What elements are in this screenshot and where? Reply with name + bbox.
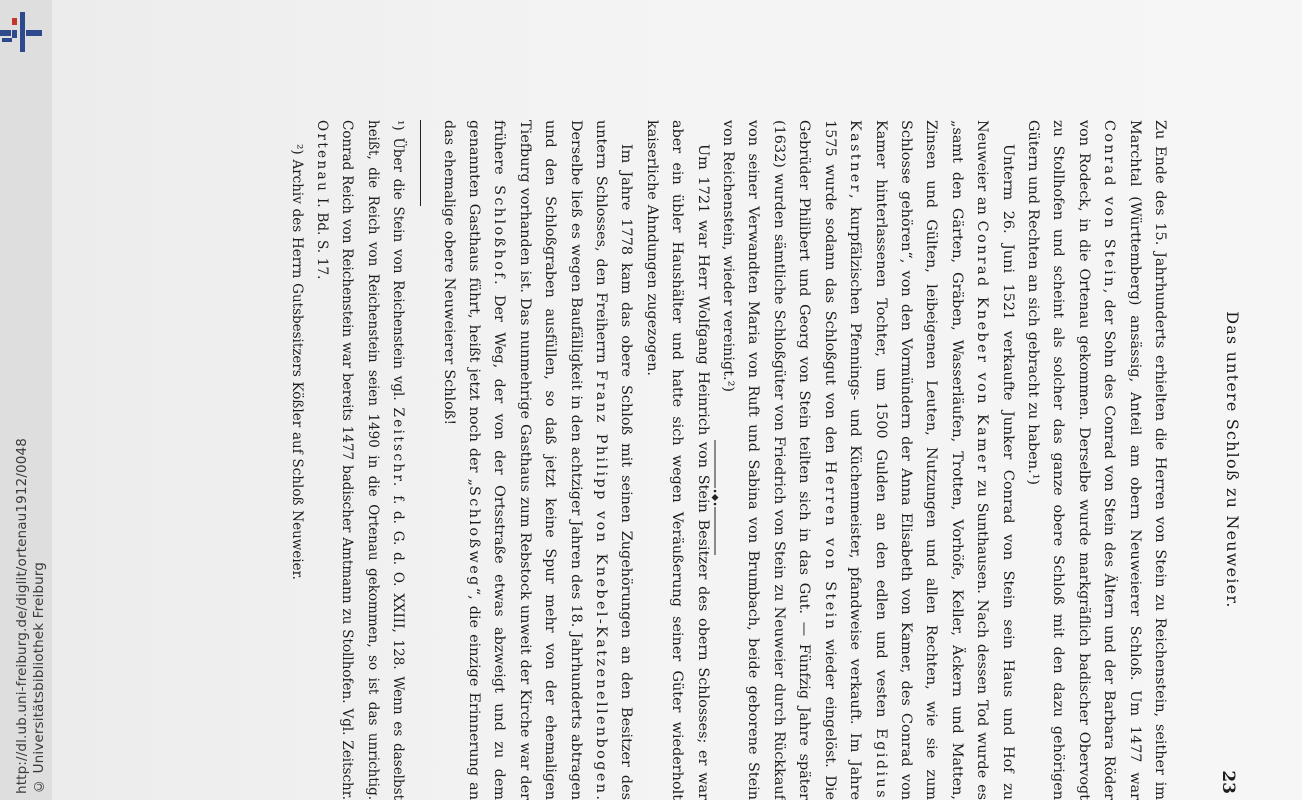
spaced-name: Zeitschr. <box>390 407 407 489</box>
footnote-2 <box>283 120 308 800</box>
footnotes <box>283 120 410 800</box>
footnote-rule <box>420 120 421 206</box>
text-run: wieder eingelöst. Die Gebrüder Philibert und Georg von Stein teilten sich in das Gut. — Fünfzig Jahre später (1632) wurden sämtliche Schloßgüter von Friedrich von Stein zu Neuweier durch Rückkauf von seiner Verwandten Maria von Ruft und Sabina von Brumbach, beide geborene Stein von Reichenstein, wieder vereinigt.²) <box>720 120 838 800</box>
text-run: ¹) Über die Stein von Reichenstein vgl. <box>390 120 407 408</box>
running-head: Das untere Schloß zu Neuweier. <box>1223 311 1242 609</box>
text-run: Zu Ende des 15. Jahrhunderts erhielten die Herren von Stein zu Reichenstein, seither im Marchtal (Württemberg) ansässig, Anteil am obern Neuweierer Schloß. Um 1477 war <box>1126 120 1168 800</box>
book-page <box>202 120 1242 800</box>
text-run: Unterm 26. Juni 1521 verkaufte Junker Conrad von Stein sein Haus und Hof zu Neuweier an <box>974 120 1016 800</box>
text-run: Im Jahre 1778 kam das obere Schloß mit seinen Zugehörungen an den Besitzer des untern Schlosses, den Freiherrn <box>593 120 635 800</box>
ornament-divider <box>708 440 722 555</box>
spaced-name: Schloßhof <box>491 185 508 280</box>
text-run: “, die einzige Erinnerung an das ehemalige obere Neuweierer Schloß! <box>440 120 483 800</box>
spaced-name: Herren von Stein <box>821 461 838 632</box>
text-run: , der Sohn des Conrad von Stein des Ältern und der Barbara Röder von Rodeck, in die Ortenau gekommen. Derselbe wurde markgräflich badischer Obervogt zu Stollhofen und scheint als solcher das ganze obere Schloß mit den dazu gehörigen Gütern und Rechten an sich gebracht zu haben.¹) <box>1024 120 1118 800</box>
text-run: I. Bd. S. 17. <box>314 193 330 280</box>
spaced-name: Franz Philipp von Knebel-Katzenellenbogen <box>593 370 610 796</box>
spaced-name: Schloßweg <box>466 486 483 588</box>
paragraphs <box>435 120 1172 800</box>
text-run: Um 1721 war Herr Wolfgang Heinrich von Stein Besitzer des obern Schlosses; er war aber ein übler Haushälter und hatte sich wegen Veräußerung seiner Güter wiederholt kaiserliche Ahndungen zugezogen. <box>643 120 711 800</box>
spaced-name: Conrad von Stein <box>1101 120 1118 289</box>
spaced-name: Ortenau <box>314 120 330 194</box>
text-run: , kurpfälzischen Pfennings- und Küchenmeister, pfandweise verkauft. Im Jahre 1575 wurde sodann das Schloßgut von den <box>821 120 864 800</box>
text-run: . Derselbe ließ es wegen Baufälligkeit in den achtziger Jahren des 18. Jahrhunderts abtragen und den Schloßgraben ausfüllen, so daß jetzt keine Spur mehr von der ehemaligen Tiefburg vorhanden ist. Das nunmehrige Gasthaus zum Rebstock unweit der Kirche war der frühere <box>491 120 610 800</box>
footnote-1 <box>309 120 411 800</box>
paragraph-1 <box>1020 120 1172 800</box>
spaced-name: Egidius Kastner <box>847 120 889 800</box>
source-url[interactable]: http://dl.ub.uni-freiburg.de/diglit/ortenau1912/0048 <box>14 438 30 794</box>
page-number: 23 <box>1218 770 1238 794</box>
text-run: . Der Weg, der von der Ortsstraße etwas abzweigt und zu dem genannten Gasthaus führt, heißt jetzt noch der „ <box>466 120 508 800</box>
text-run: zu Sunthausen. Nach dessen Tod wurde es „samt den Gärten, Gräben, Wasserläufen, Trotten, Vorhöfe, Keller, Äckern und Matten, Zinsen und Gülten, leibeigenen Leuten, Nutzungen und allen Rechten, wie sie zum Schlosse gehören“, von den Vormündern der Anna Elisabeth von Kamer, des Conrad von Kamer hinterlassenen Tochter, um 1500 Gulden an den edlen und vesten <box>872 120 991 800</box>
spaced-name: Conrad Kneber von Kamer <box>974 220 991 475</box>
paragraph-4 <box>435 120 638 800</box>
text-run: f. d. G. d. O. XXIII, 128. Wenn es daselbst heißt, die Reich von Reichenstein seien 1490 in die Ortenau gekommen, so ist das unrichtig. Conrad Reich von Reichenstein war bereits 1477 badischer Amtmann zu Stollhofen. Vgl. Zeitschr. <box>339 120 407 800</box>
paragraph-2 <box>715 120 1020 800</box>
paragraph-3 <box>638 120 714 800</box>
library-logo-icon <box>0 8 44 52</box>
body-text <box>283 120 1172 800</box>
copyright-notice: © Universitätsbibliothek Freiburg <box>31 562 47 794</box>
viewer-sidebar <box>0 0 52 800</box>
text-run: ²) Archiv des Herrn Gutsbesitzers Kößler auf Schloß Neuweier. <box>288 144 305 580</box>
scanned-page <box>52 0 1302 800</box>
source-info <box>14 438 48 794</box>
